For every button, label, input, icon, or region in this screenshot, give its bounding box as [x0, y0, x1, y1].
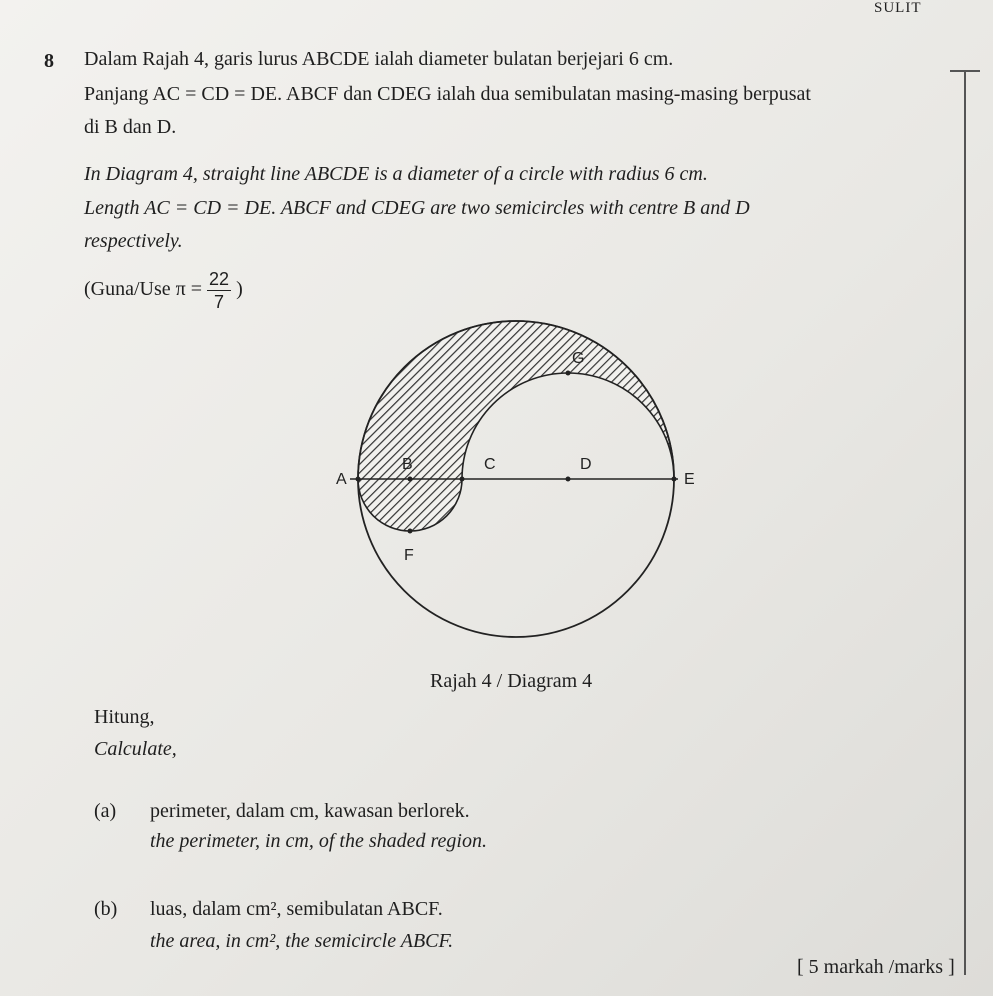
part-a-en: the perimeter, in cm, of the shaded region.	[150, 830, 487, 852]
label-c: C	[484, 456, 496, 473]
point-d	[566, 477, 571, 482]
pi-fraction	[207, 270, 231, 311]
point-b	[408, 477, 413, 482]
label-d: D	[580, 456, 592, 473]
shaded-region-main	[358, 321, 674, 531]
part-a-ms: perimeter, dalam cm, kawasan berlorek.	[150, 800, 470, 822]
header-stamp: SULIT	[874, 0, 922, 16]
part-a-label: (a)	[94, 800, 117, 822]
calculate-ms: Hitung,	[94, 706, 155, 728]
pi-denominator: 7	[214, 292, 225, 312]
point-a	[356, 477, 361, 482]
question-number: 8	[44, 50, 54, 72]
calculate-en: Calculate,	[94, 738, 177, 760]
part-b-label: (b)	[94, 898, 118, 920]
malay-line-3: di B dan D.	[84, 116, 177, 138]
marks-note: [ 5 markah /marks ]	[797, 956, 955, 978]
english-line-1: In Diagram 4, straight line ABCDE is a diameter of a circle with radius 6 cm.	[84, 163, 708, 185]
diagram-caption-text: Rajah 4 / Diagram 4	[430, 670, 593, 692]
malay-line-2: Panjang AC = CD = DE. ABCF dan CDEG ialah dua semibulatan masing-masing berpusat	[84, 83, 811, 105]
diagram-caption	[430, 670, 592, 693]
use-pi-prefix: (Guna/Use π =	[84, 278, 203, 301]
part-b-ms: luas, dalam cm², semibulatan ABCF.	[150, 898, 443, 920]
label-b: B	[402, 456, 413, 473]
malay-line-1: Dalam Rajah 4, garis lurus ABCDE ialah diameter bulatan berjejari 6 cm.	[84, 48, 674, 70]
use-pi-suffix: )	[236, 278, 243, 301]
point-f	[408, 529, 413, 534]
point-c	[460, 477, 465, 482]
margin-rule	[964, 70, 966, 975]
label-a: A	[336, 471, 347, 488]
label-f: F	[404, 547, 414, 564]
pi-numerator: 22	[209, 269, 230, 289]
diagram-4	[300, 305, 720, 655]
point-e	[672, 477, 677, 482]
point-g	[566, 371, 571, 376]
label-e: E	[684, 471, 695, 488]
english-line-3: respectively.	[84, 230, 183, 252]
use-pi-note	[84, 270, 243, 311]
part-b-en: the area, in cm², the semicircle ABCF.	[150, 930, 454, 952]
english-line-2: Length AC = CD = DE. ABCF and CDEG are two semicircles with centre B and D	[84, 197, 750, 219]
label-g: G	[572, 350, 585, 367]
